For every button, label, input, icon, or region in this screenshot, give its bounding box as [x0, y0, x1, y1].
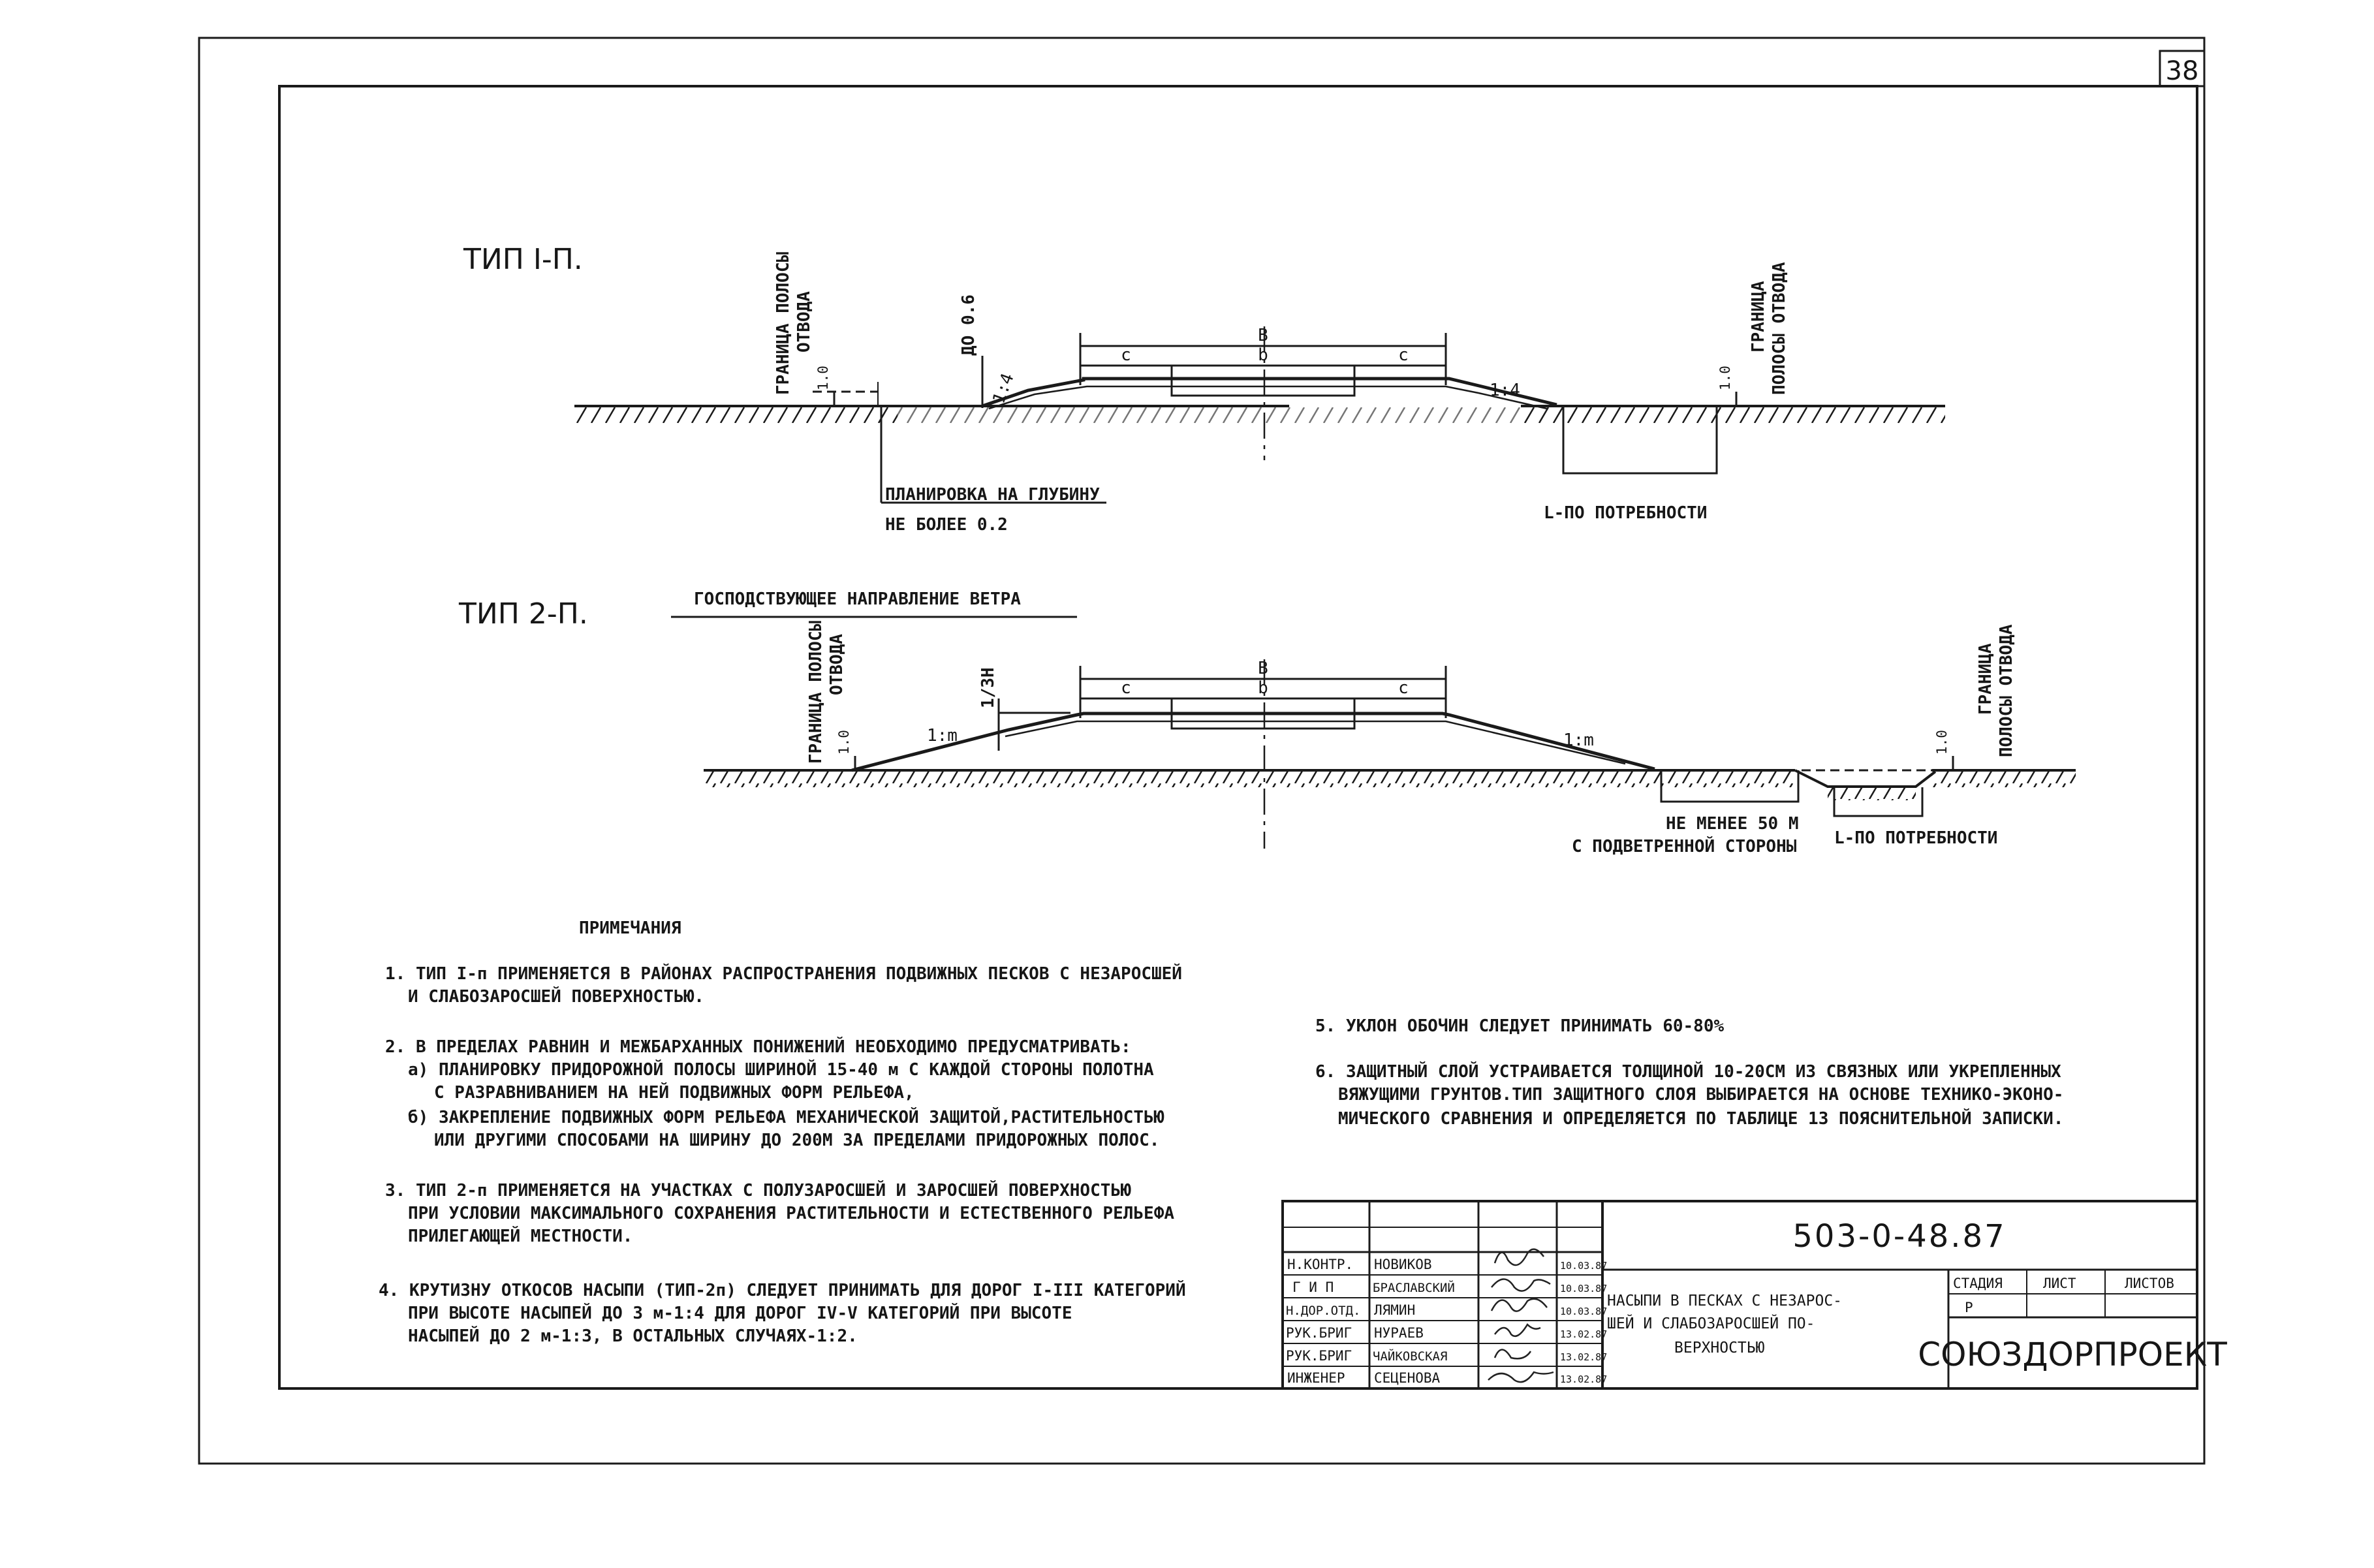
- type2-dim-b: b: [1258, 678, 1268, 698]
- type1-section: [463, 243, 1945, 535]
- stage-value: Р: [1965, 1300, 1973, 1315]
- note-line: 6. ЗАЩИТНЫЙ СЛОЙ УСТРАИВАЕТСЯ ТОЛЩИНОЙ 10-20СМ ИЗ СВЯЗНЫХ ИЛИ УКРЕПЛЕННЫХ: [1315, 1062, 2061, 1082]
- sig-role: ИНЖЕНЕР: [1287, 1370, 1345, 1386]
- type2-reserve-pit: [1795, 770, 1935, 787]
- note-line: ИЛИ ДРУГИМИ СПОСОБАМИ НА ШИРИНУ ДО 200М ЗА ПРЕДЕЛАМИ ПРИДОРОЖНЫХ ПОЛОС.: [434, 1131, 1160, 1150]
- sig-date: 10.03.87: [1560, 1283, 1608, 1294]
- note-line: ПРИЛЕГАЮЩЕЙ МЕСТНОСТИ.: [408, 1227, 633, 1246]
- type2-hatch-left: [704, 772, 1795, 787]
- type1-reserve-label: L-ПО ПОТРЕБНОСТИ: [1544, 503, 1708, 523]
- type2-boundary-right-line1: ГРАНИЦА: [1976, 643, 1995, 715]
- sig-date: 13.02.87: [1560, 1328, 1608, 1340]
- type2-dim-B: B: [1258, 659, 1268, 678]
- note-line: 5. УКЛОН ОБОЧИН СЛЕДУЕТ ПРИНИМАТЬ 60-80%: [1315, 1016, 1725, 1036]
- note-line: 3. ТИП 2-п ПРИМЕНЯЕТСЯ НА УЧАСТКАХ С ПОЛУЗАРОСШЕЙ И ЗАРОСШЕЙ ПОВЕРХНОСТЬЮ: [385, 1181, 1131, 1200]
- notes: [379, 918, 2063, 1346]
- note-line: ПРИ УСЛОВИИ МАКСИМАЛЬНОГО СОХРАНЕНИЯ РАСТИТЕЛЬНОСТИ И ЕСТЕСТВЕННОГО РЕЛЬЕФА: [408, 1204, 1174, 1223]
- type1-dim-c-right: c: [1398, 345, 1409, 365]
- sig-role: Н.КОНТР.: [1287, 1257, 1354, 1272]
- type1-carriageway: [1172, 366, 1354, 396]
- sig-date: 10.03.87: [1560, 1306, 1608, 1317]
- sig-role: Н.ДОР.ОТД.: [1286, 1304, 1361, 1318]
- note-line: И СЛАБОЗАРОСШЕЙ ПОВЕРХНОСТЬЮ.: [408, 987, 704, 1007]
- type2-slope-left: 1:m: [927, 726, 958, 745]
- type2-boundary-right-line2: ПОЛОСЫ ОТВОДА: [1997, 624, 2016, 757]
- type1-hatch-mid: [898, 407, 1521, 423]
- sig-name: СЕЦЕНОВА: [1374, 1370, 1441, 1386]
- sig-date: 13.02.87: [1560, 1373, 1608, 1385]
- type2-slope-right: 1:m: [1563, 730, 1594, 750]
- type2-dim-c-left: c: [1121, 678, 1131, 698]
- sig-role: РУК.БРИГ: [1286, 1325, 1352, 1341]
- stage-header: СТАДИЯ: [1953, 1276, 2003, 1291]
- type1-offset-left: 1.0: [815, 366, 831, 390]
- sig-role: Г И П: [1292, 1279, 1334, 1295]
- type1-boundary-right-line1: ГРАНИЦА: [1749, 281, 1768, 353]
- type1-boundary-left-line2: ОТВОДА: [794, 291, 814, 353]
- type1-hatch-left: [574, 407, 898, 423]
- type2-height-label: 1/3Н: [978, 667, 998, 708]
- document-code: 503-0-48.87: [1792, 1218, 2007, 1255]
- type1-title: ТИП I-П.: [463, 243, 583, 276]
- type1-slope-left: 1:4: [989, 370, 1018, 407]
- sig-name: ЧАЙКОВСКАЯ: [1373, 1349, 1448, 1364]
- note-line: 2. В ПРЕДЕЛАХ РАВНИН И МЕЖБАРХАННЫХ ПОНИЖЕНИЙ НЕОБХОДИМО ПРЕДУСМАТРИВАТЬ:: [385, 1037, 1131, 1057]
- type1-dim-b: b: [1258, 345, 1268, 365]
- note-line: С РАЗРАВНИВАНИЕМ НА НЕЙ ПОДВИЖНЫХ ФОРМ РЕЛЬЕФА,: [434, 1083, 914, 1103]
- type2-boundary-left-line1: ГРАНИЦА ПОЛОСЫ: [806, 620, 826, 764]
- note-line: б) ЗАКРЕПЛЕНИЕ ПОДВИЖНЫХ ФОРМ РЕЛЬЕФА МЕХАНИЧЕСКОЙ ЗАЩИТОЙ,РАСТИТЕЛЬНОСТЬЮ: [408, 1108, 1164, 1127]
- sig-role: РУК.БРИГ: [1286, 1348, 1352, 1364]
- sheet-header: ЛИСТ: [2043, 1276, 2076, 1291]
- type1-embankment: [982, 379, 1557, 406]
- sig-name: БРАСЛАВСКИЙ: [1373, 1281, 1455, 1295]
- sig-date: 13.02.87: [1560, 1351, 1608, 1363]
- title-line: НАСЫПИ В ПЕСКАХ С НЕЗАРОС-: [1607, 1293, 1843, 1309]
- organization: СОЮЗДОРПРОЕКТ: [1918, 1336, 2227, 1373]
- note-line: ВЯЖУЩИМИ ГРУНТОВ.ТИП ЗАЩИТНОГО СЛОЯ ВЫБИРАЕТСЯ НА ОСНОВЕ ТЕХНИКО-ЭКОНО-: [1338, 1085, 2064, 1105]
- type2-offset-left: 1.0: [836, 730, 852, 755]
- type2-offset-right: 1.0: [1934, 730, 1950, 755]
- type2-section: [458, 589, 2076, 856]
- signature-scribbles: [1488, 1249, 1554, 1383]
- type2-distance-line1: НЕ МЕНЕЕ 50 М: [1666, 814, 1799, 834]
- type1-planning-line2: НЕ БОЛЕЕ 0.2: [885, 515, 1008, 535]
- sheet-number: 38: [2165, 56, 2199, 86]
- type1-offset-right: 1.0: [1717, 366, 1733, 390]
- type1-slope-right: 1:4: [1490, 381, 1520, 400]
- type2-boundary-left-line2: ОТВОДА: [827, 634, 847, 695]
- title-block: [1283, 1201, 2227, 1388]
- notes-heading: ПРИМЕЧАНИЯ: [579, 918, 681, 938]
- note-line: МИЧЕСКОГО СРАВНЕНИЯ И ОПРЕДЕЛЯЕТСЯ ПО ТАБЛИЦЕ 13 ПОЯСНИТЕЛЬНОЙ ЗАПИСКИ.: [1338, 1109, 2064, 1129]
- sheets-header: ЛИСТОВ: [2125, 1276, 2174, 1291]
- type1-boundary-left-line1: ГРАНИЦА ПОЛОСЫ: [773, 251, 793, 395]
- title-line: ВЕРХНОСТЬЮ: [1674, 1340, 1765, 1356]
- title-line: ШЕЙ И СЛАБОЗАРОСШЕЙ ПО-: [1607, 1315, 1815, 1332]
- note-line: ПРИ ВЫСОТЕ НАСЫПЕЙ ДО 3 м-1:4 ДЛЯ ДОРОГ IV-V КАТЕГОРИЙ ПРИ ВЫСОТЕ: [408, 1304, 1072, 1323]
- type2-title: ТИП 2-П.: [459, 597, 588, 631]
- type1-dim-B: B: [1258, 326, 1268, 345]
- sig-date: 10.03.87: [1560, 1260, 1608, 1272]
- note-line: 4. КРУТИЗНУ ОТКОСОВ НАСЫПИ (ТИП-2п) СЛЕДУЕТ ПРИНИМАТЬ ДЛЯ ДОРОГ I-III КАТЕГОРИЙ: [379, 1281, 1186, 1300]
- note-line: НАСЫПЕЙ ДО 2 м-1:3, В ОСТАЛЬНЫХ СЛУЧАЯХ-1:2.: [408, 1326, 858, 1346]
- type2-dim-c-right: c: [1398, 678, 1409, 698]
- note-line: а) ПЛАНИРОВКУ ПРИДОРОЖНОЙ ПОЛОСЫ ШИРИНОЙ 15-40 м С КАЖДОЙ СТОРОНЫ ПОЛОТНА: [408, 1060, 1154, 1080]
- type1-boundary-right-line2: ПОЛОСЫ ОТВОДА: [1770, 262, 1789, 395]
- type1-dim-c-left: c: [1121, 345, 1131, 365]
- note-line: 1. ТИП I-п ПРИМЕНЯЕТСЯ В РАЙОНАХ РАСПРОСТРАНЕНИЯ ПОДВИЖНЫХ ПЕСКОВ С НЕЗАРОСШЕЙ: [385, 964, 1182, 984]
- type2-distance-line2: С ПОДВЕТРЕННОЙ СТОРОНЫ: [1572, 837, 1797, 856]
- sig-name: НОВИКОВ: [1374, 1257, 1432, 1272]
- type1-planning-line1: ПЛАНИРОВКА НА ГЛУБИНУ: [885, 485, 1100, 505]
- type2-wind-label: ГОСПОДСТВУЮЩЕЕ НАПРАВЛЕНИЕ ВЕТРА: [694, 589, 1021, 609]
- type1-height-label: ДО 0.6: [959, 294, 978, 356]
- type2-hatch-right: [1932, 772, 2076, 787]
- type2-reserve-hatch: [1828, 787, 1916, 800]
- sig-name: НУРАЕВ: [1374, 1325, 1424, 1341]
- sig-name: ЛЯМИН: [1374, 1302, 1416, 1318]
- type1-hatch-right: [1521, 407, 1945, 423]
- type2-reserve-label: L-ПО ПОТРЕБНОСТИ: [1834, 828, 1998, 848]
